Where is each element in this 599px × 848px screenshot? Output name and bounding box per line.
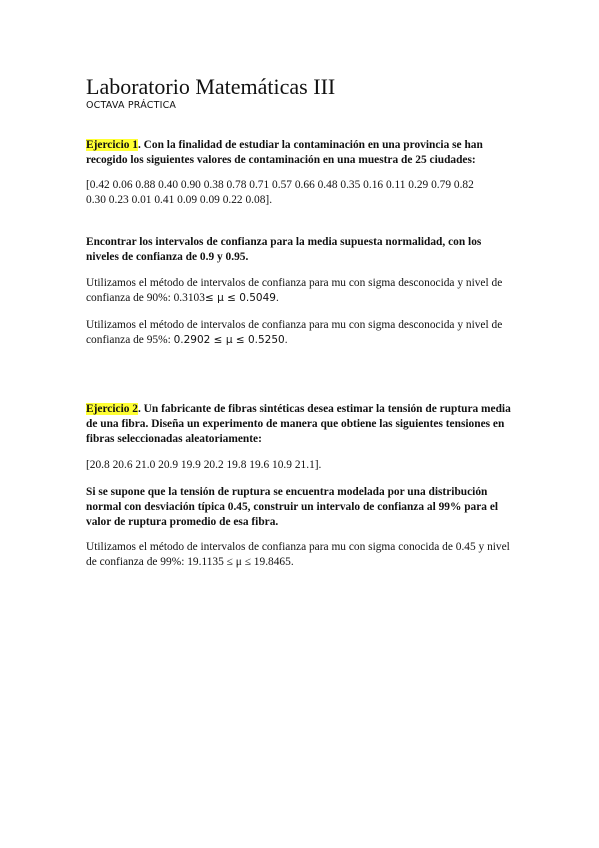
exercise-2-label: Ejercicio 2 (86, 403, 138, 415)
answer-90-text: Utilizamos el método de intervalos de confianza para mu con sigma desconocida y nivel de confianza de 90%: 0.3103 (86, 277, 503, 304)
exercise-1-data (86, 178, 516, 208)
exercise-1-data-line-2: 0.30 0.23 0.01 0.41 0.09 0.09 0.22 0.08]. (86, 194, 273, 206)
exercise-1-statement (86, 138, 516, 168)
exercise-2-answer: Utilizamos el método de intervalos de confianza para mu con sigma conocida de 0.45 y nivel de confianza de 99%: 19.1135 ≤ μ ≤ 19.8465. (86, 541, 510, 568)
answer-90-interval: ≤ μ ≤ 0.5049 (204, 292, 276, 304)
answer-95-interval: 0.2902 ≤ μ ≤ 0.5250 (173, 334, 285, 346)
exercise-1-question: Encontrar los intervalos de confianza para la media supuesta normalidad, con los niveles de confianza de 0.9 y 0.95. (86, 236, 482, 263)
exercise-2-text: . Un fabricante de fibras sintéticas desea estimar la tensión de ruptura media de una fibra. Diseña un experimento de manera que obtiene las siguientes tensiones en fibras seleccionadas aleatoriamente: (86, 403, 511, 445)
exercise-2-question: Si se supone que la tensión de ruptura se encuentra modelada por una distribución normal con desviación típica 0.45, construir un intervalo de confianza al 99% para el valor de ruptura promedio de esa fibra. (86, 486, 499, 528)
exercise-2-data: [20.8 20.6 21.0 20.9 19.9 20.2 19.8 19.6 10.9 21.1]. (86, 459, 322, 471)
answer-95-text: Utilizamos el método de intervalos de confianza para mu con sigma desconocida y nivel de confianza de 95%: (86, 319, 503, 346)
exercise-1-answer-90 (86, 276, 516, 306)
exercise-1-data-line-1: [0.42 0.06 0.88 0.40 0.90 0.38 0.78 0.71 0.57 0.66 0.48 0.35 0.16 0.11 0.29 0.79 0.82 (86, 179, 474, 191)
exercise-1-text: . Con la finalidad de estudiar la contaminación en una provincia se han recogido los siguientes valores de contaminación en una muestra de 25 ciudades: (86, 139, 483, 166)
exercise-1-answer-95 (86, 318, 516, 348)
document-title: Laboratorio Matemáticas III (86, 74, 336, 99)
answer-95-end: . (284, 334, 288, 346)
exercise-2-statement (86, 402, 516, 447)
document-subtitle: OCTAVA PRÁCTICA (86, 100, 177, 111)
answer-90-end: . (275, 292, 279, 304)
exercise-1-label: Ejercicio 1 (86, 139, 138, 151)
